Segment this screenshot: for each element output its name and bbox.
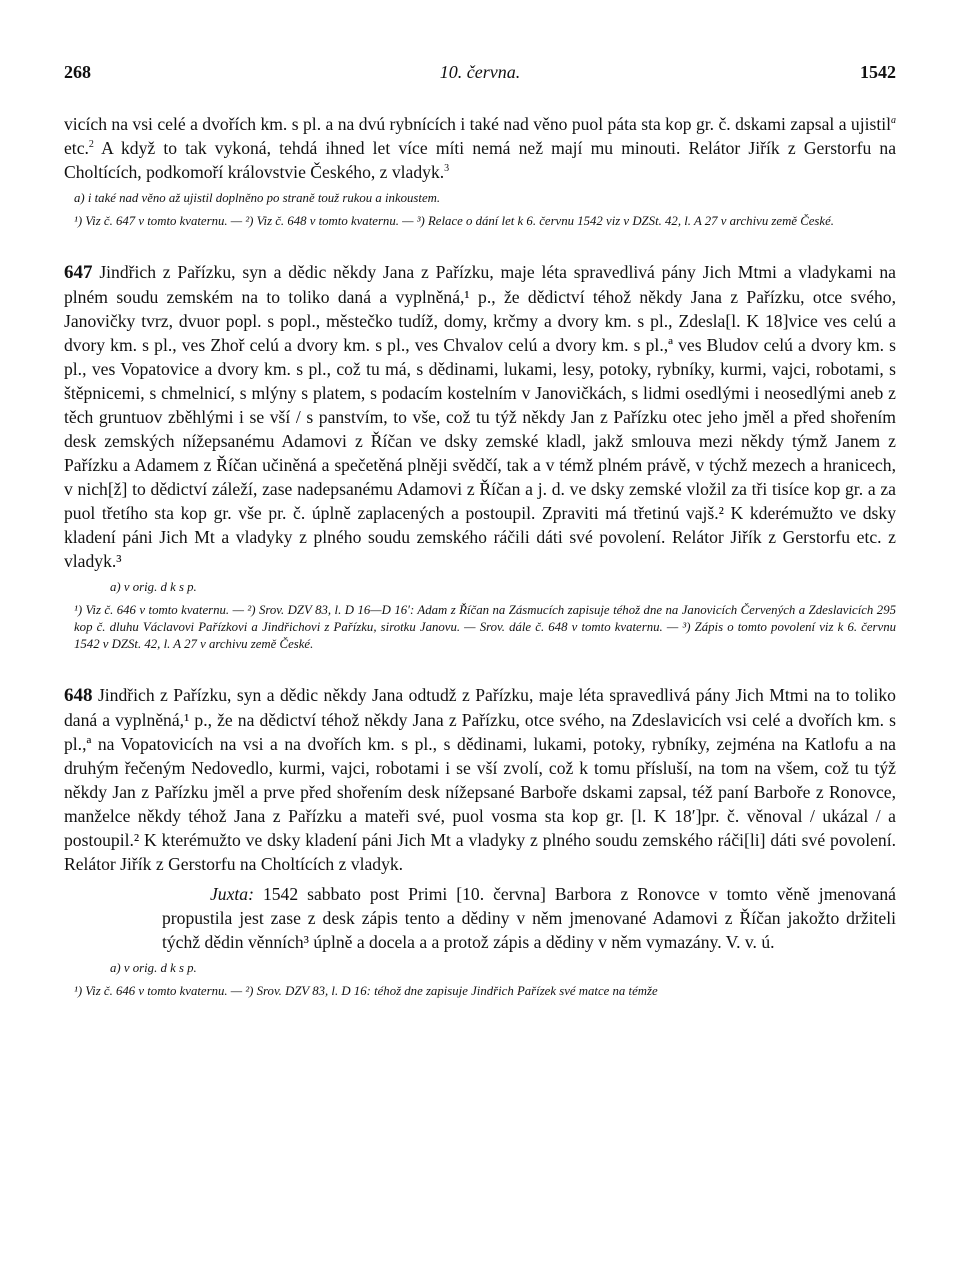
textual-note: a) i také nad věno až ujistil doplněno po straně touž rukou a inkoustem.	[74, 191, 441, 205]
entry-number: 647	[64, 262, 93, 283]
footnotes: ¹) Viz č. 647 v tomto kvaternu. — ²) Viz č. 648 v tomto kvaternu. — ³) Relace o dání let k 6. červnu 1542 viz v DZSt. 42, l. A 27 v archivu země České.	[74, 214, 834, 228]
page-number: 268	[64, 62, 91, 82]
textual-note: a) v orig. d k s p.	[110, 580, 197, 594]
entry-number: 648	[64, 685, 93, 706]
juxta-label: Juxta:	[210, 884, 254, 904]
entry-647	[64, 260, 896, 573]
running-head-date: 10. června.	[439, 62, 521, 82]
textual-note: a) v orig. d k s p.	[110, 961, 197, 975]
continued-entry-paragraph: vicích na vsi celé a dvořích km. s pl. a na dvú rybnících i také nad věno puol páta sta kop gr. č. dskami zapsal a ujistil$^a$ etc.$^2$ A když to tak vykoná, tehdá ihned let více míti nemá než mají mu minouti. Relátor Jiřík z Gerstorfu na Choltících, podkomoří královstvie Českého, z vladyk.$^3$	[64, 114, 896, 182]
page-body	[64, 112, 896, 1000]
juxta-text: 1542 sabbato post Primi [10. června] Barbora z Ronovce v tomto věně jmenovaná propustila jest zase z desk zápis tento a dědiny v něm jmenované Adamovi z Říčan jakožto držiteli týchž dědin věnních³ úplně a docela a a protož zápis a dědiny v něm vymazány. V. v. ú.	[162, 884, 896, 952]
entry-range: 1542	[860, 62, 896, 82]
footnotes: ¹) Viz č. 646 v tomto kvaternu. — ²) Srov. DZV 83, l. D 16—D 16′: Adam z Říčan na Zásmucích zapisuje téhož dne na Janovicích Červených a Zdeslavicích 295 kop č. dluhu Václavovi Pařízkovi a Jindřichovi z Pařízku, sirotku Janovu. — Srov. dále č. 648 v tomto kvaternu. — ³) Zápis o tomto povolení viz k 6. červnu 1542 v DZSt. 42, l. A 27 v archivu země České.	[74, 603, 896, 651]
entry-text: Jindřich z Pařízku, syn a dědic někdy Jana z Pařízku, maje léta spravedlivá pány Jich Mtmi a vladykami na plném soudu zemském na to toliko daná a vyplněná,¹ p., že dědictví téhož někdy Jana z Pařízku, otce svého, Janovičky tvrz, dvuor popl. s popl., městečko tudíž, domy, krčmy a dvory km. s pl., Zdesla[l. K 18]vice ves celú a dvory km. s pl., ves Zhoř celú a dvory km. s pl., ves Chvalov celú a dvory km. s pl.,ª ves Bludov celú a dvory km. s pl., ves Vopatovice a dvory km. s pl., což tu má, s dědinami, lukami, lesy, potoky, rybníky, kurmi, vajci, robotami, s štěpnicemi, s chmelnicí, s mlýny s platem, s podacím kostelním v Janovičkách, s lidmi osedlými i neosedlými aneb z těch gruntuov zběhlými i se vší / s panstvím, to vše, což tu týž někdy Jan z Pařízku otec jeho jměl a před shořením desk zemských nížepsanému Adamovi z Říčan ve dsky zemské kladl, jakž smlouva mezi někdy týmž Janem z Pařízku a Adamem z Říčan učiněná a spečetěná plněji svědčí, tak a v témž plném právě, v týchž mezech a hranicech, v nich[ž] to dědictví záleží, zase nadepsanému Adamovi z Říčan a j. d. ve dsky zemské vložil za tři tisíce kop gr. a za puol třetího sta kop gr. vše pr. č. úplně zaplacených a postoupil. Zpraviti má třetinú vajš.² K kderémužto ve dsky kladení páni Jich Mt a vladyky z plného soudu zemského ráčili dáti své povolení. Relátor Jiřík z Gerstorfu etc. z vladyk.³	[64, 262, 896, 571]
footnotes: ¹) Viz č. 646 v tomto kvaternu. — ²) Srov. DZV 83, l. D 16: téhož dne zapisuje Jindřich Pařízek své matce na témže	[74, 984, 658, 998]
juxta-note	[64, 882, 896, 954]
page-header	[64, 62, 896, 88]
entry-text: Jindřich z Pařízku, syn a dědic někdy Jana odtudž z Pařízku, maje léta spravedlivá pány Jich Mtmi na to toliko daná a vyplněná,¹ p., že na dědictví téhož někdy Jana z Pařízku, otce svého, na Zdeslavicích vsi celé a dvořích km. s pl.,ª na Vopatovicích na vsi a na dvořích km. s pl., s dědinami, lukami, potoky, rybníky, zejména na Katlofu a na druhým řečeným Nedovedlo, kurmi, vajci, robotami i se vší zvolí, což k tomu přísluší, na tom na všem, což tu týž někdy Jan z Pařízku jměl a prve před shořením desk nížepsané Barboře dskami zapsal, též paní Barboře z Ronovce, manželce někdy téhož Jana z Pařízku a mateři své, puol vosma sta kop gr. [l. K 18′]pr. č. věnoval / ukázal / a postoupil.² K kterémužto ve dsky kladení páni Jich Mt a vladyky z plného soudu zemského ráči[li] dáti své povolení. Relátor Jiřík z Gerstorfu na Choltících z vladyk.	[64, 685, 896, 874]
entry-648	[64, 683, 896, 876]
